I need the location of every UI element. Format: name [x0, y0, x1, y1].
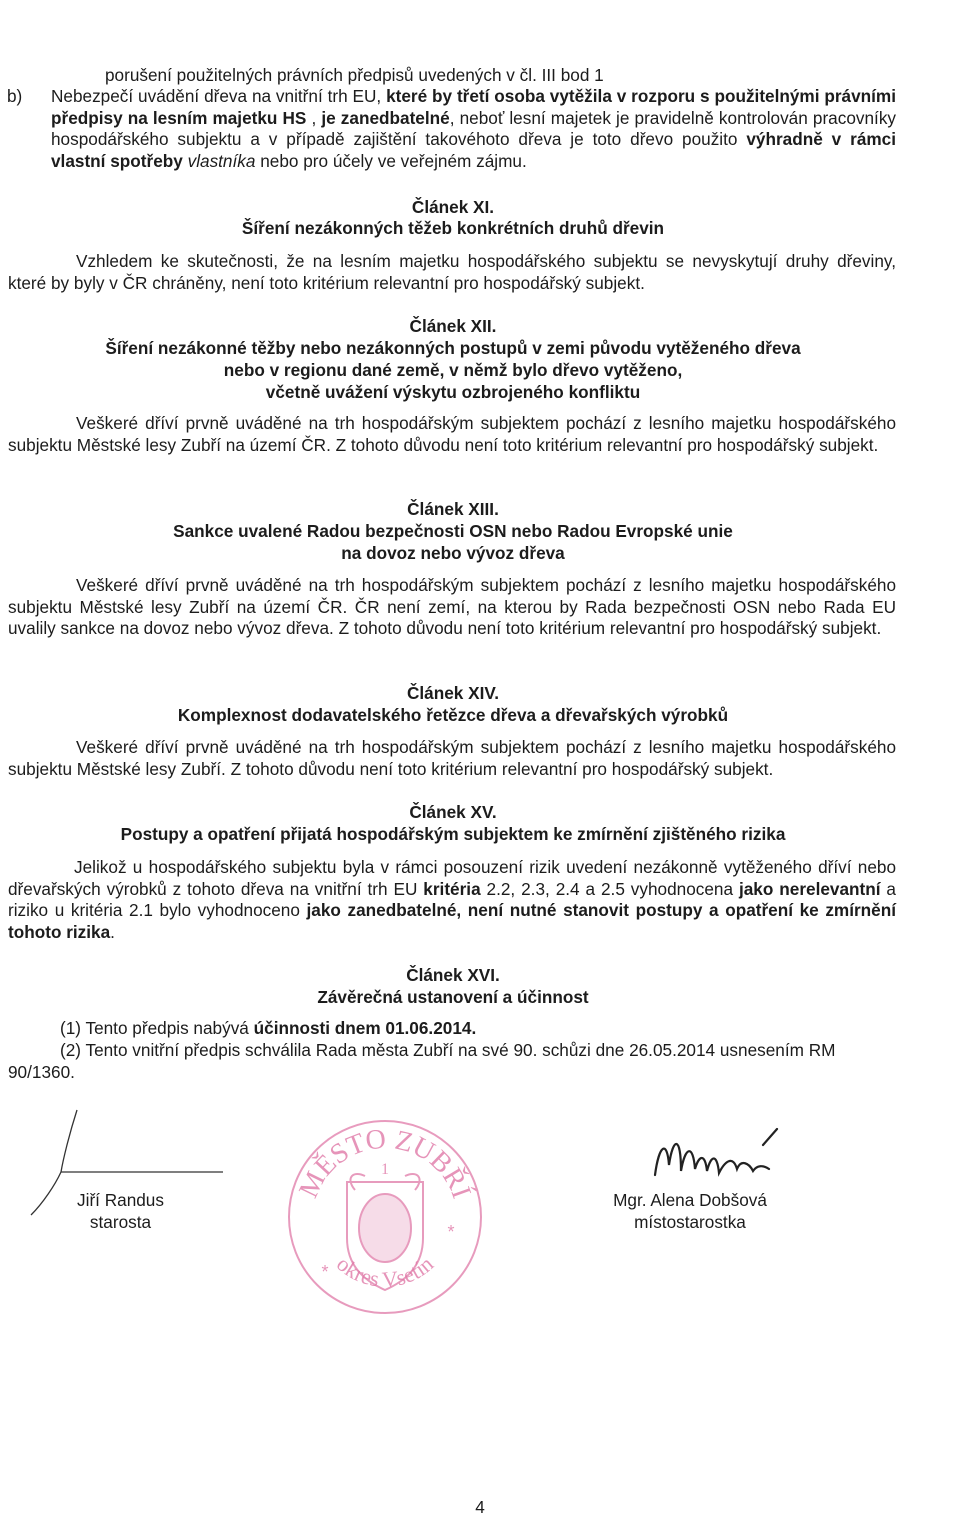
article-15-body: Jelikož u hospodářského subjektu byla v rámci posouzení rizik uvedení nezákonně vytěženého dříví nebo dřevařských výrobků z tohoto dřeva na vnitřní trh EU kritéria 2.2, 2.3, 2.4 a 2.5 vyhodnocena jako nerelevantní a riziko u kritéria 2.1 bylo vyhodnoceno jako zanedbatelné, není nutné stanovit postupy a opatření ke zmírnění tohoto rizika. [8, 857, 896, 942]
article-15-number: Článek XV. [409, 802, 497, 822]
stamp-star-right-icon: * [447, 1222, 455, 1242]
article-11-body: Vzhledem ke skutečnosti, že na lesním majetku hospodářského subjektu se nevyskytují druhy dřeviny, které by byly v ČR chráněny, není toto kritérium relevantní pro hospodářský subjekt. [8, 251, 896, 293]
intro-item-b: Nebezpečí uvádění dřeva na vnitřní trh EU, které by třetí osoba vytěžila v rozporu s použitelnými právními předpisy na lesním majetku HS , je zanedbatelné, neboť lesní majetek je pravidelně kontrolován pracovníky hospodářského subjektu a v případě zajištění takovéhoto dřeva je toto dřevo použito výhradně v rámci vlastní spotřeby vlastníka nebo pro účely ve veřejném zájmu. [51, 86, 897, 171]
article-12-number: Článek XII. [409, 316, 497, 336]
article-11-title: Šíření nezákonných těžeb konkrétních druhů dřevin [241, 218, 665, 238]
article-12-title-3: včetně uvážení výskytu ozbrojeného konfliktu [265, 382, 641, 402]
article-16-paragraph-2: (2) Tento vnitřní předpis schválila Rada města Zubří na své 90. schůzi dne 26.05.2014 usnesením RM 90/1360. [8, 1040, 836, 1082]
signature-right-role: místostarostka [634, 1212, 746, 1232]
article-16-number: Článek XVI. [406, 965, 500, 985]
stamp-star-left-icon: * [321, 1262, 329, 1282]
signature-left-role: starosta [89, 1212, 152, 1232]
town-stamp [285, 1110, 485, 1320]
stamp-number: 1 [381, 1161, 389, 1178]
article-14-number: Článek XIV. [406, 683, 500, 703]
article-11-number: Článek XI. [411, 197, 495, 217]
article-12-body: Veškeré dříví prvně uváděné na trh hospodářským subjektem pochází z lesního majetku hospodářského subjektu Městské lesy Zubří na území ČR. Z tohoto důvodu není toto kritérium relevantní pro hospodářský subjekt. [8, 413, 896, 455]
article-13-title-1: Sankce uvalené Radou bezpečnosti OSN nebo Radou Evropské unie [173, 521, 733, 541]
signature-left-name: Jiří Randus [77, 1190, 164, 1210]
list-label-b: b) [7, 86, 23, 106]
article-15-title: Postupy a opatření přijatá hospodářským subjektem ke zmírnění zjištěného rizika [120, 824, 786, 844]
article-16-paragraph-1: (1) Tento předpis nabývá účinnosti dnem 01.06.2014. [60, 1018, 477, 1038]
article-16-title: Závěrečná ustanovení a účinnost [317, 987, 589, 1007]
stamp-bottom-text: okres Vsetín [331, 1251, 439, 1293]
stamp-top-text: MĚSTO ZUBŘÍ [293, 1123, 477, 1203]
page-number: 4 [475, 1497, 485, 1517]
signature-right-name: Mgr. Alena Dobšová [613, 1190, 767, 1210]
article-12-title-1: Šíření nezákonné těžby nebo nezákonných postupů v zemi původu vytěženého dřeva [105, 338, 801, 358]
article-14-body: Veškeré dříví prvně uváděné na trh hospodářským subjektem pochází z lesního majetku hospodářského subjektu Městské lesy Zubří. Z tohoto důvodu není toto kritérium relevantní pro hospodářský subjekt. [8, 737, 896, 779]
article-13-title-2: na dovoz nebo vývoz dřeva [341, 543, 565, 563]
article-12-title-2: nebo v regionu dané země, v němž bylo dřevo vytěženo, [223, 360, 683, 380]
article-14-title: Komplexnost dodavatelského řetězce dřeva a dřevařských výrobků [177, 705, 729, 725]
article-13-body: Veškeré dříví prvně uváděné na trh hospodářským subjektem pochází z lesního majetku hospodářského subjektu Městské lesy Zubří na území ČR. ČR není zemí, na kterou by Rada bezpečnosti OSN nebo Rada EU uvalily sankce na dovoz nebo vývoz dřeva. Z tohoto důvodu není toto kritérium relevantní pro hospodářský subjekt. [8, 575, 896, 638]
article-13-number: Článek XIII. [407, 499, 499, 519]
intro-line: porušení použitelných právních předpisů uvedených v čl. III bod 1 [105, 65, 604, 85]
signature-right-drawing [645, 1125, 790, 1190]
